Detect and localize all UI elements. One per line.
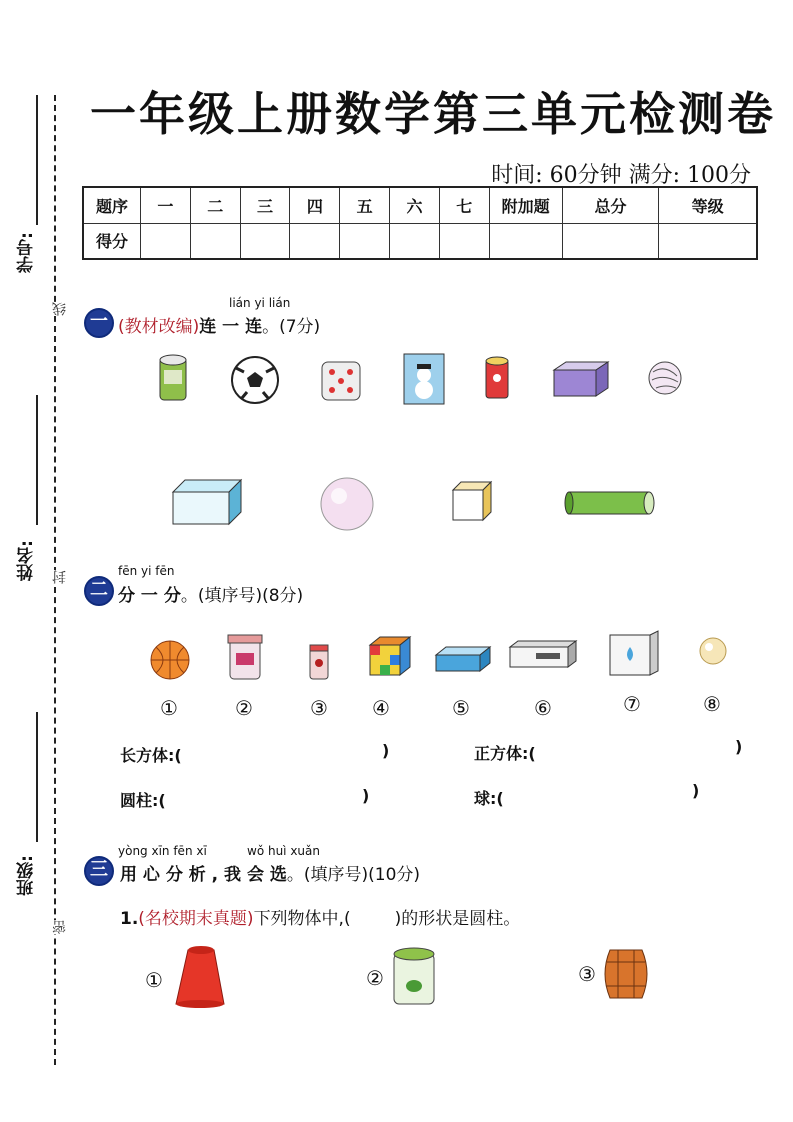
score-cell[interactable]	[290, 223, 340, 259]
item-number: ③	[310, 696, 328, 720]
jar-icon[interactable]	[228, 635, 262, 679]
question-text: 下列物体中,(	[253, 909, 351, 929]
section-pinyin: fēn yi fēn	[118, 564, 175, 578]
table-cell: 六	[390, 187, 440, 223]
table-cell: 一	[141, 187, 191, 223]
option-image-row	[170, 940, 670, 1020]
seal-text-secret: 密	[52, 920, 68, 934]
table-cell: 四	[290, 187, 340, 223]
item-number: ⑤	[452, 696, 470, 720]
table-cell: 题序	[83, 187, 141, 223]
score-cell[interactable]	[190, 223, 240, 259]
score-cell[interactable]	[659, 223, 757, 259]
score-cell[interactable]	[390, 223, 440, 259]
red-cup-icon[interactable]	[176, 946, 224, 1008]
section-score: 。(7分)	[262, 317, 321, 337]
score-table-score-row	[83, 223, 757, 259]
sphere-answer-input[interactable]	[515, 783, 685, 807]
score-cell[interactable]	[489, 223, 562, 259]
flat-box-icon[interactable]	[436, 647, 490, 671]
question-number: 1.	[120, 909, 139, 929]
seal-text-line: 线	[52, 302, 68, 316]
table-cell: 等级	[659, 187, 757, 223]
name-blank[interactable]	[36, 395, 38, 525]
cuboid-label: 长方体:(	[120, 746, 182, 765]
cube-icon[interactable]	[453, 482, 491, 520]
option-number: ①	[145, 968, 163, 992]
section-title: 用 心 分 析 , 我 会 选	[120, 865, 287, 885]
score-cell[interactable]	[240, 223, 290, 259]
score-table	[82, 186, 758, 260]
sphere-icon[interactable]	[321, 478, 373, 530]
tissue-box-icon[interactable]	[554, 362, 608, 396]
close-paren: )	[735, 737, 743, 756]
pearl-ball-icon[interactable]	[700, 638, 726, 664]
item-number: ⑥	[534, 696, 552, 720]
table-cell: 三	[240, 187, 290, 223]
section-source: (教材改编)	[118, 317, 200, 337]
item-number: ①	[160, 696, 178, 720]
section-title: 连 一 连	[199, 317, 263, 337]
section-badge: 三	[84, 856, 114, 886]
option-number: ③	[578, 962, 596, 986]
close-paren: )	[382, 741, 390, 760]
table-cell: 总分	[562, 187, 659, 223]
section-heading	[118, 312, 320, 337]
exam-info: 时间: 60分钟 满分: 100分	[491, 163, 751, 188]
red-can-icon[interactable]	[486, 357, 508, 398]
can-icon[interactable]	[160, 355, 186, 400]
sphere-label: 球:(	[474, 789, 504, 808]
close-paren: )	[692, 781, 700, 800]
cylinder-label: 圆柱:(	[120, 791, 166, 810]
tea-jar-icon[interactable]	[394, 948, 434, 1004]
basketball-icon[interactable]	[151, 641, 189, 679]
soccer-ball-icon[interactable]	[232, 357, 278, 403]
table-cell: 得分	[83, 223, 141, 259]
option-number: ②	[366, 966, 384, 990]
section-title: 分 一 分	[118, 586, 181, 606]
class-blank[interactable]	[36, 712, 38, 842]
cylinder-answer-input[interactable]	[185, 787, 355, 811]
item-number: ⑦	[623, 692, 641, 716]
question-source: (名校期末真题)	[138, 909, 254, 929]
seal-text-seal: 封	[52, 570, 68, 584]
item-number: ②	[235, 696, 253, 720]
cube-answer-input[interactable]	[560, 738, 730, 762]
cylinder-icon[interactable]	[565, 492, 654, 514]
class-label: 班级:	[17, 855, 37, 896]
cuboid-icon[interactable]	[173, 480, 241, 524]
score-cell[interactable]	[562, 223, 659, 259]
shape-row	[165, 470, 665, 535]
toothpaste-box-icon[interactable]	[510, 641, 576, 667]
score-cell[interactable]	[141, 223, 191, 259]
table-cell: 七	[439, 187, 489, 223]
section-badge: 二	[84, 576, 114, 606]
section-heading	[120, 860, 420, 885]
section-heading	[118, 581, 303, 606]
question-text: )的形状是圆柱。	[394, 909, 521, 929]
student-id-label: 学号:	[17, 232, 37, 273]
milk-box-icon[interactable]	[610, 631, 658, 675]
small-bottle-icon[interactable]	[310, 645, 328, 679]
snowman-card-icon[interactable]	[404, 354, 444, 404]
item-number: ④	[372, 696, 390, 720]
page-title: 一年级上册数学第三单元检测卷	[90, 87, 776, 141]
section-score: 。(填序号)(10分)	[286, 865, 421, 885]
question-1	[120, 904, 520, 929]
section-pinyin: wǒ huì xuǎn	[247, 844, 320, 858]
table-cell: 附加题	[489, 187, 562, 223]
close-paren: )	[362, 786, 370, 805]
cube-label: 正方体:(	[474, 744, 536, 763]
table-cell: 二	[190, 187, 240, 223]
object-row	[150, 350, 700, 410]
student-id-blank[interactable]	[36, 95, 38, 225]
table-cell: 五	[340, 187, 390, 223]
rubik-cube-icon[interactable]	[370, 637, 410, 675]
barrel-icon[interactable]	[605, 950, 647, 998]
score-cell[interactable]	[439, 223, 489, 259]
item-number: ⑧	[703, 692, 721, 716]
score-cell[interactable]	[340, 223, 390, 259]
dice-icon[interactable]	[322, 362, 360, 400]
name-label: 姓名:	[17, 540, 37, 581]
section-score: 。(填序号)(8分)	[180, 586, 304, 606]
yarn-ball-icon[interactable]	[649, 362, 681, 394]
item-image-row	[140, 625, 740, 685]
section-badge: 一	[84, 308, 114, 338]
section-pinyin: lián yi lián	[229, 296, 291, 310]
section-pinyin: yòng xīn fēn xī	[118, 844, 207, 858]
cuboid-answer-input[interactable]	[205, 742, 375, 766]
score-table-header-row	[83, 187, 757, 223]
